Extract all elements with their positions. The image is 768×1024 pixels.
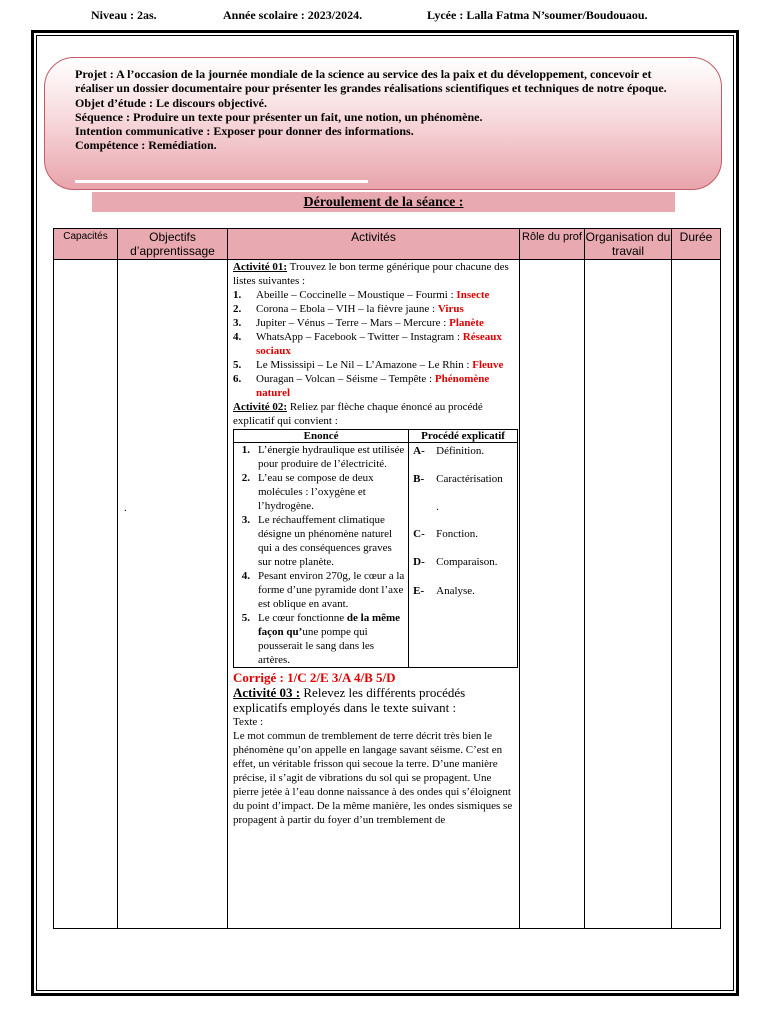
col-header-objectifs: Objectifs d’apprentissage bbox=[118, 229, 228, 260]
project-info bbox=[75, 67, 687, 153]
procede-item: A- Définition. bbox=[413, 445, 485, 457]
capacites-cell bbox=[54, 260, 118, 929]
answer-text: Fleuve bbox=[472, 359, 504, 371]
list-item: 6. Ouragan – Volcan – Séisme – Tempête : Phénomène naturel bbox=[233, 373, 490, 399]
intention-text: Intention communicative : Exposer pour donner des informations. bbox=[75, 124, 414, 139]
enonce-item: 5. Le cœur fonctionne de la même façon qu’une pompe qui pousserait le sang dans les artères. bbox=[241, 612, 401, 666]
seance-title: Déroulement de la séance : bbox=[303, 195, 464, 210]
procede-header: Procédé explicatif bbox=[409, 430, 518, 443]
procede-item: E- Analyse. bbox=[413, 585, 475, 597]
answer-text: Phénomène naturel bbox=[256, 373, 490, 399]
objet-etude-text: Objet d’étude : Le discours objectivé. bbox=[75, 95, 267, 110]
answer-text: Virus bbox=[437, 303, 464, 315]
col-header-activites: Activités bbox=[228, 229, 520, 260]
competence-text: Compétence : Remédiation. bbox=[75, 138, 217, 153]
col-header-organisation: Organisation du travail bbox=[585, 230, 671, 258]
activite-02-label: Activité 02: bbox=[233, 401, 288, 413]
procede-list bbox=[413, 444, 517, 598]
enonce-header: Enoncé bbox=[234, 430, 409, 443]
procede-item: B- Caractérisation bbox=[413, 473, 503, 485]
enonce-item: 1. L’énergie hydraulique est utilisée pour produire de l’électricité. bbox=[241, 444, 405, 470]
project-underline bbox=[75, 180, 368, 183]
procede-item: D- Comparaison. bbox=[413, 556, 498, 568]
answer-text: Insecte bbox=[456, 289, 490, 301]
texte-content: Le mot commun de tremblement de terre décrit très bien le phénomène qu’on appelle en langage savant séisme. C’est en effet, un véritable frisson qui secoue la terre. D’une manière précise, il s’agit de vibrations du sol qui se propagent. Une pierre jetée à l’eau donne naissance à des ondes qui s’éloignent du point d’impact. De la même manière, les ondes sismiques se propagent à partir du foyer d’un tremblement de bbox=[233, 730, 513, 826]
organisation-cell bbox=[585, 260, 672, 929]
activite-01-instruction: Trouvez le bon terme générique pour chacune des listes suivantes : bbox=[233, 261, 509, 287]
objectifs-content: . bbox=[124, 502, 127, 514]
role-prof-cell bbox=[520, 260, 585, 929]
list-item: 5. Le Mississipi – Le Nil – L’Amazone – Le Rhin : Fleuve bbox=[233, 359, 504, 371]
enonce-item: 2. L’eau se compose de deux molécules : l’oxygène et l’hydrogène. bbox=[241, 472, 374, 512]
col-header-role-prof: Rôle du prof bbox=[520, 229, 585, 260]
enonce-item: 3. Le réchauffement climatique désigne un phénomène naturel qui a des conséquences graves sur notre planète. bbox=[241, 514, 393, 568]
corrige-text: Corrigé : 1/C 2/E 3/A 4/B 5/D bbox=[233, 670, 396, 685]
activite-02-instruction: Reliez par flèche chaque énoncé au procédé explicatif qui convient : bbox=[233, 401, 483, 427]
lycee-text: Lycée : Lalla Fatma N’soumer/Boudouaou. bbox=[427, 8, 648, 22]
col-header-capacites: Capacités bbox=[54, 229, 118, 260]
enonce-item: 4. Pesant environ 270g, le cœur a la forme d’une pyramide dont l’axe est oblique en avant. bbox=[241, 570, 405, 610]
activites-cell bbox=[228, 260, 520, 929]
activite-01-list bbox=[233, 288, 515, 400]
list-item: 1. Abeille – Coccinelle – Moustique – Fourmi : Insecte bbox=[233, 289, 490, 301]
projet-text: Projet : A l’occasion de la journée mondiale de la science au service des la paix et du développement, concevoir et réaliser un dossier documentaire pour présenter les grandes réalisations scientifiques et techniques de notre époque. bbox=[75, 67, 667, 96]
activite-03-label: Activité 03 : bbox=[233, 685, 301, 700]
list-item: 4. WhatsApp – Facebook – Twitter – Instagram : Réseaux sociaux bbox=[233, 331, 502, 357]
activite-03 bbox=[233, 685, 515, 715]
answer-text: Planète bbox=[449, 317, 484, 329]
answer-text: Réseaux sociaux bbox=[256, 331, 502, 357]
activite-01 bbox=[233, 260, 515, 288]
enonce-list bbox=[234, 443, 405, 667]
objectifs-cell bbox=[118, 260, 228, 929]
list-item: 3. Jupiter – Vénus – Terre – Mars – Mercure : Planète bbox=[233, 317, 484, 329]
annee-scolaire-text: Année scolaire : 2023/2024. bbox=[223, 8, 363, 22]
duree-cell bbox=[672, 260, 721, 929]
lesson-table bbox=[53, 228, 721, 929]
list-item: 2. Corona – Ebola – VIH – la fièvre jaune : Virus bbox=[233, 303, 464, 315]
document-header bbox=[0, 8, 768, 24]
col-header-duree: Durée bbox=[672, 229, 721, 260]
procede-item: C- Fonction. bbox=[413, 528, 479, 540]
activite-01-label: Activité 01: bbox=[233, 261, 288, 273]
niveau-text: Niveau : 2as. bbox=[91, 8, 157, 22]
activite-02 bbox=[233, 400, 515, 428]
sequence-text: Séquence : Produire un texte pour présenter un fait, une notion, un phénomène. bbox=[75, 109, 483, 124]
texte-label: Texte : bbox=[233, 716, 264, 728]
procede-item: . bbox=[436, 501, 439, 513]
matching-table bbox=[233, 429, 518, 668]
activite-03-instruction: Relevez les différents procédés explicatifs employés dans le texte suivant : bbox=[233, 685, 466, 715]
